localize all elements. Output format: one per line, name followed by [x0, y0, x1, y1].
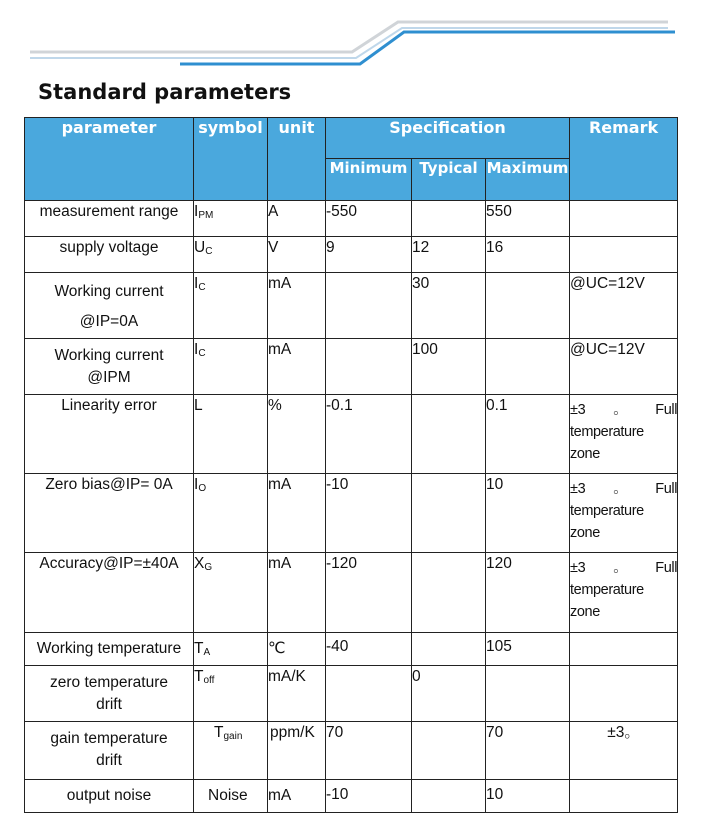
min-cell: 9	[326, 237, 412, 273]
table-row	[25, 780, 678, 813]
header-symbol: symbol	[194, 118, 268, 201]
header-maximum: Maximum	[486, 159, 570, 201]
typ-cell: 0	[412, 666, 486, 722]
param-cell: output noise	[25, 780, 194, 813]
table-row	[25, 666, 678, 722]
max-cell: 70	[486, 722, 570, 780]
unit-cell: V	[268, 237, 326, 273]
unit-cell: ppm/K	[268, 722, 326, 780]
param-line: zero temperature	[49, 674, 169, 691]
typ-cell	[412, 201, 486, 237]
header-remark: Remark	[570, 118, 678, 201]
unit-cell: ℃	[268, 633, 326, 666]
remark-cell: ±3。	[570, 722, 678, 780]
min-cell: 70	[326, 722, 412, 780]
unit-cell: mA	[268, 273, 326, 339]
min-cell: -0.1	[326, 395, 412, 474]
table-row	[25, 395, 678, 474]
remark-cell	[570, 237, 678, 273]
table-row	[25, 273, 678, 339]
table-row	[25, 474, 678, 553]
param-cell: Zero bias@IP= 0A	[25, 474, 194, 553]
unit-cell: A	[268, 201, 326, 237]
max-cell	[486, 273, 570, 339]
param-line: gain temperature	[50, 730, 168, 747]
symbol-cell: L	[194, 395, 268, 474]
param-line: drift	[96, 752, 122, 769]
max-cell	[486, 666, 570, 722]
remark-cell	[570, 201, 678, 237]
header-parameter: parameter	[25, 118, 194, 201]
max-cell: 10	[486, 474, 570, 553]
min-cell: -120	[326, 553, 412, 633]
symbol-cell: $T_A$	[194, 633, 268, 666]
param-cell	[25, 339, 194, 395]
header-unit: unit	[268, 118, 326, 201]
symbol-cell: $T_{off}$	[194, 666, 268, 722]
remark-cell: ±3 。 Full temperature zone	[570, 395, 678, 474]
symbol-cell: Noise	[194, 780, 268, 813]
param-cell: measurement range	[25, 201, 194, 237]
header-minimum: Minimum	[326, 159, 412, 201]
param-line: Working current	[54, 347, 164, 364]
symbol-cell: $U_C$	[194, 237, 268, 273]
remark-cell	[570, 666, 678, 722]
header-typical: Typical	[412, 159, 486, 201]
max-cell: 0.1	[486, 395, 570, 474]
min-cell	[326, 666, 412, 722]
page-title: Standard parameters	[38, 80, 292, 104]
symbol-cell: $I_C$	[194, 339, 268, 395]
unit-cell: mA/K	[268, 666, 326, 722]
symbol-cell: $T_{gain}$	[194, 722, 268, 780]
typ-cell: 12	[412, 237, 486, 273]
max-cell	[486, 339, 570, 395]
unit-cell: mA	[268, 474, 326, 553]
typ-cell	[412, 633, 486, 666]
table-row	[25, 237, 678, 273]
typ-cell	[412, 722, 486, 780]
header-decoration	[0, 0, 723, 80]
table-row	[25, 201, 678, 237]
min-cell	[326, 273, 412, 339]
param-cell: Accuracy@IP=±40A	[25, 553, 194, 633]
remark-cell: ±3 。 Full temperature zone	[570, 553, 678, 633]
unit-cell: mA	[268, 780, 326, 813]
remark-cell	[570, 633, 678, 666]
max-cell: 120	[486, 553, 570, 633]
param-cell: supply voltage	[25, 237, 194, 273]
param-line: drift	[96, 696, 122, 713]
param-cell: Working temperature	[25, 633, 194, 666]
typ-cell	[412, 474, 486, 553]
table-row	[25, 633, 678, 666]
table-row	[25, 722, 678, 780]
param-line: @IPM	[87, 369, 131, 386]
remark-cell: @UC=12V	[570, 273, 678, 339]
max-cell: 10	[486, 780, 570, 813]
param-cell: Linearity error	[25, 395, 194, 474]
min-cell: -10	[326, 780, 412, 813]
min-cell: -550	[326, 201, 412, 237]
table-row	[25, 553, 678, 633]
min-cell: -40	[326, 633, 412, 666]
table-row	[25, 339, 678, 395]
unit-cell: mA	[268, 339, 326, 395]
unit-cell: %	[268, 395, 326, 474]
unit-cell: mA	[268, 553, 326, 633]
param-cell	[25, 273, 194, 339]
min-cell	[326, 339, 412, 395]
symbol-cell: $I_{PM}$	[194, 201, 268, 237]
max-cell: 16	[486, 237, 570, 273]
param-line: Working current	[54, 283, 164, 300]
max-cell: 105	[486, 633, 570, 666]
symbol-cell: $I_O$	[194, 474, 268, 553]
remark-cell: ±3 。 Full temperature zone	[570, 474, 678, 553]
symbol-cell: $I_C$	[194, 273, 268, 339]
param-line: @IP=0A	[79, 313, 139, 330]
remark-cell	[570, 780, 678, 813]
typ-cell: 100	[412, 339, 486, 395]
typ-cell: 30	[412, 273, 486, 339]
header-specification: Specification	[326, 118, 570, 159]
typ-cell	[412, 780, 486, 813]
param-cell	[25, 722, 194, 780]
param-cell	[25, 666, 194, 722]
typ-cell	[412, 395, 486, 474]
symbol-cell: $X_G$	[194, 553, 268, 633]
min-cell: -10	[326, 474, 412, 553]
remark-cell: @UC=12V	[570, 339, 678, 395]
parameter-table	[24, 117, 678, 813]
typ-cell	[412, 553, 486, 633]
max-cell: 550	[486, 201, 570, 237]
